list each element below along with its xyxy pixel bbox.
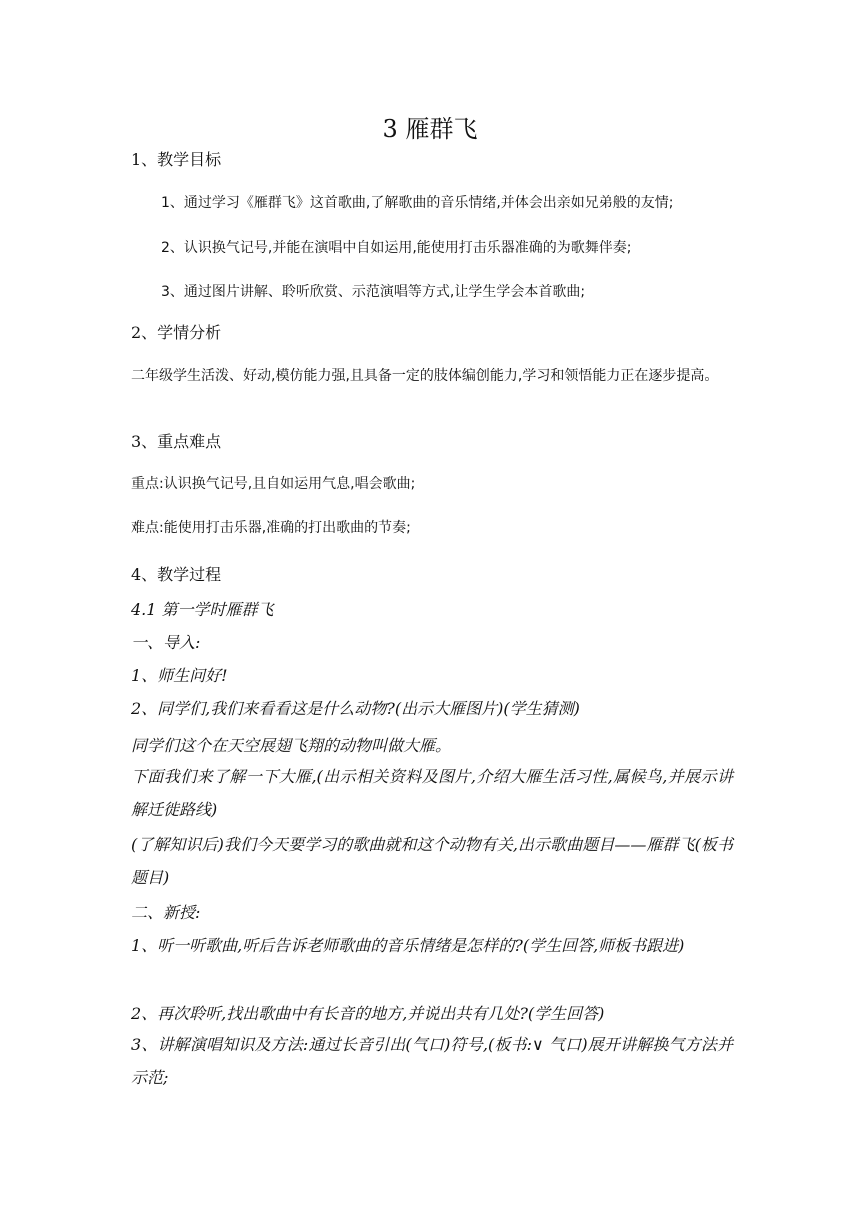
- goal-item-3: 3、通过图片讲解、聆听欣赏、示范演唱等方式,让学生学会本首歌曲;: [161, 284, 586, 300]
- intro-item-1: 1、师生问好!: [131, 666, 228, 685]
- section-heading-goals: 1、教学目标: [131, 150, 222, 169]
- new-lesson-heading: 二、新授:: [131, 903, 201, 922]
- lesson-title: 4.1 第一学时雁群飞: [131, 600, 274, 619]
- intro-item-2: 2、同学们,我们来看看这是什么动物?(出示大雁图片)(学生猜测): [131, 699, 580, 718]
- goal-item-2: 2、认识换气记号,并能在演唱中自如运用,能使用打击乐器准确的为歌舞伴奏;: [161, 240, 632, 256]
- section-heading-keypoints: 3、重点难点: [131, 432, 222, 451]
- key-point-text: 重点:认识换气记号,且自如运用气息,唱会歌曲;: [131, 476, 416, 492]
- intro-heading: 一、导入:: [131, 633, 201, 652]
- intro-item-4: 下面我们来了解一下大雁,(出示相关资料及图片,介绍大雁生活习性,属候鸟,并展示讲解迁徙路线): [131, 767, 733, 819]
- intro-item-5: (了解知识后)我们今天要学习的歌曲就和这个动物有关,出示歌曲题目——雁群飞(板书题目): [131, 835, 733, 887]
- intro-item-3: 同学们这个在天空展翅飞翔的动物叫做大雁。: [131, 736, 452, 755]
- section-heading-analysis: 2、学情分析: [131, 323, 222, 342]
- difficulty-text: 难点:能使用打击乐器,准确的打出歌曲的节奏;: [131, 520, 411, 536]
- new-item-1: 1、听一听歌曲,听后告诉老师歌曲的音乐情绪是怎样的?(学生回答,师板书跟进): [131, 936, 685, 955]
- new-item-2: 2、再次聆听,找出歌曲中有长音的地方,并说出共有几处?(学生回答): [131, 1004, 605, 1023]
- document-title: 3 雁群飞: [382, 115, 478, 143]
- new-item-3: 3、讲解演唱知识及方法:通过长音引出(气口)符号,(板书:∨ 气口)展开讲解换气方法并示范;: [131, 1035, 733, 1087]
- section-heading-process: 4、教学过程: [131, 565, 222, 584]
- goal-item-1: 1、通过学习《雁群飞》这首歌曲,了解歌曲的音乐情绪,并体会出亲如兄弟般的友情;: [161, 195, 674, 211]
- analysis-text: 二年级学生活泼、好动,模仿能力强,且具备一定的肢体编创能力,学习和领悟能力正在逐步提高。: [131, 368, 719, 384]
